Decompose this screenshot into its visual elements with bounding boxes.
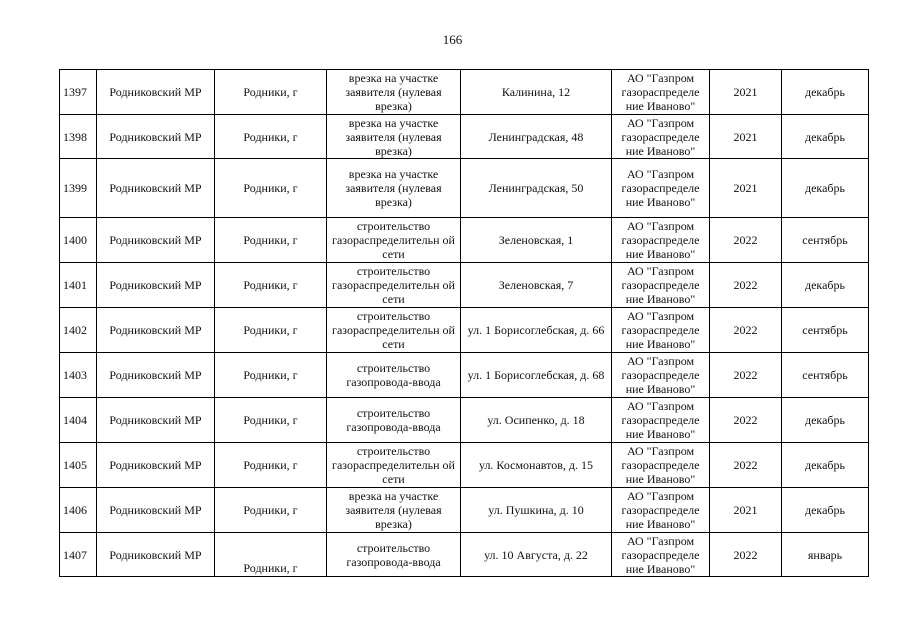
page-number: 166 — [442, 32, 463, 47]
row-number-cell: 1400 — [60, 218, 97, 263]
row-number-cell: 1404 — [60, 398, 97, 443]
month-cell: декабрь — [782, 70, 869, 115]
month-cell: сентябрь — [782, 218, 869, 263]
month-cell: сентябрь — [782, 308, 869, 353]
month-cell: декабрь — [782, 488, 869, 533]
address-cell: ул. Пушкина, д. 10 — [461, 488, 612, 533]
row-number-cell: 1407 — [60, 533, 97, 577]
district-cell: Родниковский МР — [97, 218, 215, 263]
row-number-cell: 1403 — [60, 353, 97, 398]
year-cell: 2022 — [710, 263, 782, 308]
organization-cell: АО "Газпром газораспределе ние Иваново" — [612, 308, 710, 353]
address-cell: ул. Космонавтов, д. 15 — [461, 443, 612, 488]
table-row — [60, 533, 869, 577]
row-number-cell: 1402 — [60, 308, 97, 353]
table-row — [60, 159, 869, 218]
district-cell: Родниковский МР — [97, 70, 215, 115]
year-cell: 2022 — [710, 353, 782, 398]
month-cell: декабрь — [782, 443, 869, 488]
month-cell: декабрь — [782, 263, 869, 308]
organization-cell: АО "Газпром газораспределе ние Иваново" — [612, 488, 710, 533]
city-cell: Родники, г — [215, 115, 327, 159]
row-number-cell: 1405 — [60, 443, 97, 488]
work-type-cell: строительство газопровода-ввода — [327, 533, 461, 577]
year-cell: 2022 — [710, 398, 782, 443]
month-cell: декабрь — [782, 115, 869, 159]
year-cell: 2022 — [710, 533, 782, 577]
month-cell: декабрь — [782, 159, 869, 218]
district-cell: Родниковский МР — [97, 488, 215, 533]
address-cell: ул. Осипенко, д. 18 — [461, 398, 612, 443]
city-cell: Родники, г — [215, 488, 327, 533]
organization-cell: АО "Газпром газораспределе ние Иваново" — [612, 533, 710, 577]
district-cell: Родниковский МР — [97, 159, 215, 218]
work-type-cell: строительство газораспределительн ой сети — [327, 308, 461, 353]
organization-cell: АО "Газпром газораспределе ние Иваново" — [612, 353, 710, 398]
address-cell: ул. 10 Августа, д. 22 — [461, 533, 612, 577]
address-cell: ул. 1 Борисоглебская, д. 68 — [461, 353, 612, 398]
month-cell: январь — [782, 533, 869, 577]
address-cell: Зеленовская, 7 — [461, 263, 612, 308]
address-cell: Ленинградская, 50 — [461, 159, 612, 218]
work-type-cell: строительство газораспределительн ой сети — [327, 218, 461, 263]
city-cell: Родники, г — [215, 263, 327, 308]
row-number-cell: 1397 — [60, 70, 97, 115]
district-cell: Родниковский МР — [97, 353, 215, 398]
data-table — [59, 69, 869, 577]
district-cell: Родниковский МР — [97, 443, 215, 488]
table-row — [60, 443, 869, 488]
table-row — [60, 398, 869, 443]
address-cell: Калинина, 12 — [461, 70, 612, 115]
organization-cell: АО "Газпром газораспределе ние Иваново" — [612, 398, 710, 443]
month-cell: сентябрь — [782, 353, 869, 398]
row-number-cell: 1401 — [60, 263, 97, 308]
city-cell: Родники, г — [215, 70, 327, 115]
row-number-cell: 1406 — [60, 488, 97, 533]
work-type-cell: строительство газопровода-ввода — [327, 353, 461, 398]
year-cell: 2022 — [710, 443, 782, 488]
year-cell: 2021 — [710, 70, 782, 115]
year-cell: 2022 — [710, 218, 782, 263]
month-cell: декабрь — [782, 398, 869, 443]
organization-cell: АО "Газпром газораспределе ние Иваново" — [612, 70, 710, 115]
work-type-cell: строительство газораспределительн ой сети — [327, 443, 461, 488]
city-cell: Родники, г — [215, 353, 327, 398]
district-cell: Родниковский МР — [97, 533, 215, 577]
table-row — [60, 70, 869, 115]
row-number-cell: 1399 — [60, 159, 97, 218]
city-cell: Родники, г — [215, 398, 327, 443]
table-row — [60, 488, 869, 533]
district-cell: Родниковский МР — [97, 263, 215, 308]
address-cell: Ленинградская, 48 — [461, 115, 612, 159]
address-cell: Зеленовская, 1 — [461, 218, 612, 263]
city-cell: Родники, г — [215, 308, 327, 353]
organization-cell: АО "Газпром газораспределе ние Иваново" — [612, 159, 710, 218]
work-type-cell: строительство газопровода-ввода — [327, 398, 461, 443]
organization-cell: АО "Газпром газораспределе ние Иваново" — [612, 263, 710, 308]
work-type-cell: строительство газораспределительн ой сети — [327, 263, 461, 308]
row-number-cell: 1398 — [60, 115, 97, 159]
district-cell: Родниковский МР — [97, 115, 215, 159]
table-row — [60, 308, 869, 353]
district-cell: Родниковский МР — [97, 398, 215, 443]
organization-cell: АО "Газпром газораспределе ние Иваново" — [612, 218, 710, 263]
district-cell: Родниковский МР — [97, 308, 215, 353]
work-type-cell: врезка на участке заявителя (нулевая врезка) — [327, 159, 461, 218]
address-cell: ул. 1 Борисоглебская, д. 66 — [461, 308, 612, 353]
city-cell: Родники, г — [215, 533, 327, 577]
year-cell: 2022 — [710, 308, 782, 353]
work-type-cell: врезка на участке заявителя (нулевая врезка) — [327, 70, 461, 115]
city-cell: Родники, г — [215, 443, 327, 488]
table-row — [60, 218, 869, 263]
organization-cell: АО "Газпром газораспределе ние Иваново" — [612, 115, 710, 159]
organization-cell: АО "Газпром газораспределе ние Иваново" — [612, 443, 710, 488]
work-type-cell: врезка на участке заявителя (нулевая врезка) — [327, 115, 461, 159]
city-cell: Родники, г — [215, 159, 327, 218]
year-cell: 2021 — [710, 488, 782, 533]
work-type-cell: врезка на участке заявителя (нулевая врезка) — [327, 488, 461, 533]
year-cell: 2021 — [710, 159, 782, 218]
table-row — [60, 353, 869, 398]
year-cell: 2021 — [710, 115, 782, 159]
city-cell: Родники, г — [215, 218, 327, 263]
table-row — [60, 115, 869, 159]
table-row — [60, 263, 869, 308]
